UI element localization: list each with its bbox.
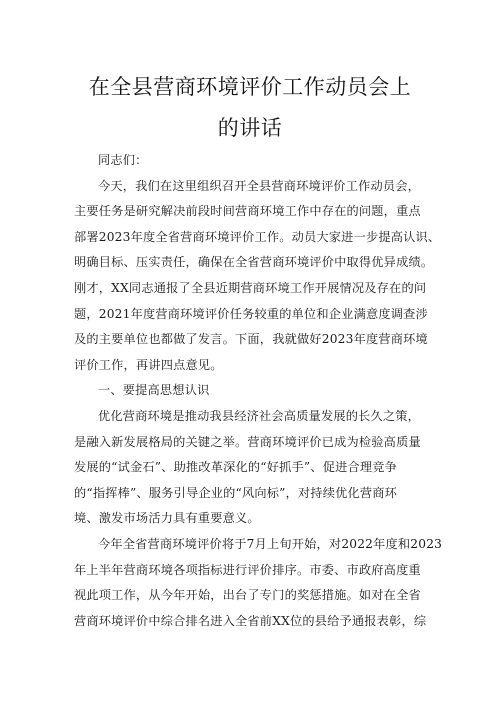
document-line: 境、激发市场活力具有重要意义。 [74, 511, 260, 526]
document-line: 刚才，XX同志通报了全县近期营商环境工作开展情况及存在的问 [74, 280, 427, 295]
document-line: 一、要提高思想认识 [98, 383, 210, 398]
document-line: 今天，我们在这里组织召开全县营商环境评价工作动员会， [98, 178, 421, 193]
document-line: 的“指挥棒”、服务引导企业的“风向标”，对持续优化营商环 [74, 485, 398, 500]
document-line: 年上半年营商环境各项指标进行评价排序。市委、市政府高度重 [74, 562, 421, 577]
document-line: 部署2023年度全省营商环境评价工作。动员大家进一步提高认识、 [74, 229, 441, 244]
document-line: 题，2021年度营商环境评价任务较重的单位和企业满意度调查涉 [74, 306, 428, 321]
document-line: 发展的“试金石”、助推改革深化的“好抓手”、促进合理竞争 [74, 460, 398, 475]
document-body [74, 148, 443, 634]
document-line: 今年全省营商环境评价将于7月上旬开始，对2022年度和2023 [98, 536, 443, 551]
document-line: 评价工作，再讲四点意见。 [74, 357, 223, 372]
document-line: 及的主要单位也都做了发言。下面，我就做好2023年度营商环境 [74, 332, 428, 347]
document-line: 主要任务是研究解决前段时间营商环境工作中存在的问题，重点 [74, 204, 421, 219]
document-line: 优化营商环境是推动我县经济社会高质量发展的长久之策， [98, 408, 421, 423]
document-title-line-1: 在全县营商环境评价工作动员会上 [88, 75, 412, 99]
document-line: 营商环境评价中综合排名进入全省前XX位的县给予通报表彰，综 [74, 613, 427, 628]
document-line: 视此项工作，从今年开始，出台了专门的奖惩措施。如对在全省 [74, 588, 421, 603]
document-line: 同志们： [98, 153, 148, 167]
document-line: 是融入新发展格局的关键之举。营商环境评价已成为检验高质量 [74, 434, 421, 449]
document-title-line-2: 的讲话 [217, 116, 283, 140]
document-line: 明确目标、压实责任，确保在全省营商环境评价中取得优异成绩。 [74, 255, 434, 270]
